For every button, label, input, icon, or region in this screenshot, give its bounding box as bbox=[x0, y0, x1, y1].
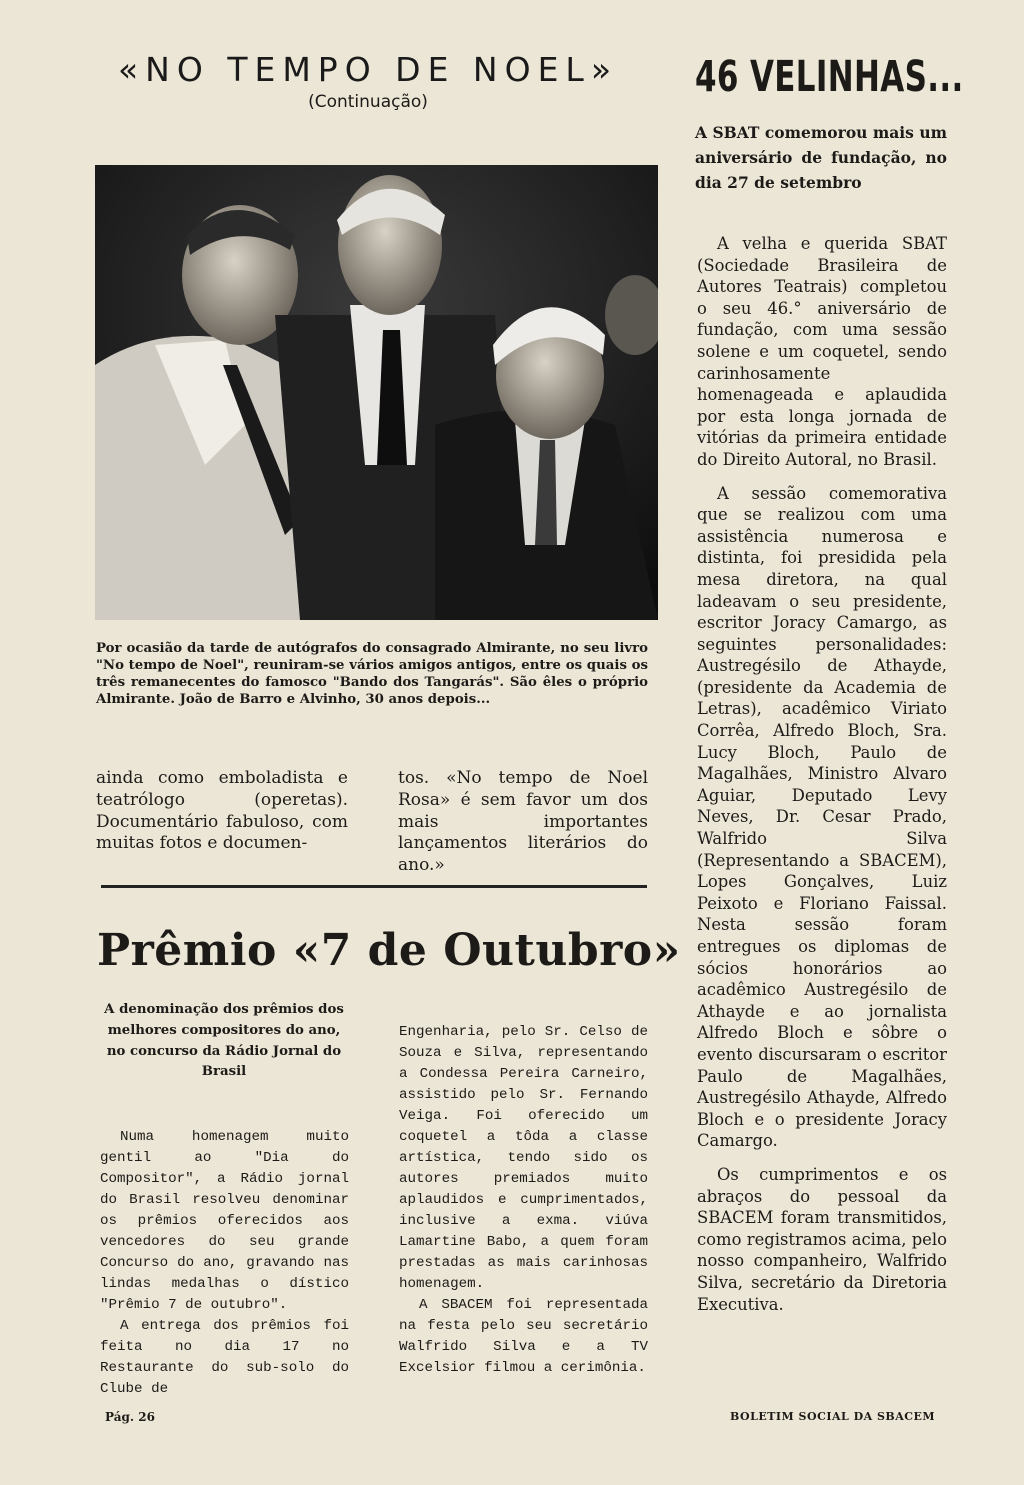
velinhas-paragraph-1: A velha e querida SBAT (Sociedade Brasileira de Autores Teatrais) completou o seu 46.° aniversário de fundação, com uma sessão solene e um coquetel, sendo carinhosamente homenageada e aplaudida por esta longa jornada de vitórias da primeira entidade do Direito Autoral, no Brasil. bbox=[697, 234, 947, 469]
photo-illustration bbox=[95, 165, 658, 620]
noel-text-col2: tos. «No tempo de Noel Rosa» é sem favor um dos mais importantes lançamentos literários do ano.» bbox=[398, 768, 648, 876]
premio-title: Prêmio «7 de Outubro» bbox=[97, 925, 681, 976]
premio-lede: A denominação dos prêmios dos melhores compositores do ano, no concurso da Rádio Jornal do Brasil bbox=[104, 1002, 344, 1080]
group-photo bbox=[95, 165, 658, 620]
noel-subtitle: (Continuação) bbox=[308, 92, 428, 112]
publication-name: BOLETIM SOCIAL DA SBACEM bbox=[730, 1410, 936, 1423]
premio-col2-paragraph-1: Engenharia, pelo Sr. Celso de Souza e Silva, representando a Condessa Pereira Carneiro, assistido pelo Sr. Fernando Veiga. Foi oferecido um coquetel a tôda a classe artística, tendo sido os autores premiados muito aplaudidos e cumprimentados, inclusive a exma. viúva Lamartine Babo, a quem foram prestadas as mais carinhosas homenagem. bbox=[399, 1024, 648, 1292]
premio-col1-paragraph-1: Numa homenagem muito gentil ao "Dia do Compositor", a Rádio jornal do Brasil resolveu denominar os prêmios oferecidos aos vencedores do seu grande Concurso do ano, gravando nas lindas medalhas o dístico "Prêmio 7 de outubro". bbox=[100, 1129, 349, 1313]
page-number: Pág. 26 bbox=[105, 1410, 155, 1424]
velinhas-lede: A SBAT comemorou mais um aniversário de fundação, no dia 27 de setembro bbox=[695, 123, 947, 192]
noel-text-col1: ainda como emboladista e teatrólogo (operetas). Documentário fabuloso, com muitas fotos e documen- bbox=[96, 768, 348, 854]
velinhas-paragraph-3: Os cumprimentos e os abraços do pessoal da SBACEM foram transmitidos, como registramos acima, pelo nosso companheiro, Walfrido Silva, secretário da Diretoria Executiva. bbox=[697, 1164, 947, 1314]
velinhas-title: 46 VELINHAS... bbox=[695, 52, 964, 102]
premio-col2 bbox=[399, 1022, 648, 1379]
premio-col2-paragraph-2: A SBACEM foi representada na festa pelo seu secretário Walfrido Silva e a TV Excelsior filmou a cerimônia. bbox=[399, 1297, 648, 1376]
section-divider bbox=[101, 885, 647, 888]
photo-caption: Por ocasião da tarde de autógrafos do consagrado Almirante, no seu livro "No tempo de Noel", reuniram-se vários amigos antigos, entre os quais os três remanecentes do famosco "Bando dos Tangarás". São êles o próprio Almirante. João de Barro e Alvinho, 30 anos depois... bbox=[96, 641, 648, 707]
premio-col1-paragraph-2: A entrega dos prêmios foi feita no dia 17 no Restaurante do sub-solo do Clube de bbox=[100, 1318, 349, 1397]
premio-col1 bbox=[100, 1127, 349, 1400]
noel-title: «NO TEMPO DE NOEL» bbox=[117, 50, 619, 89]
velinhas-body bbox=[697, 233, 947, 1315]
velinhas-paragraph-2: A sessão comemorativa que se realizou com uma assistência numerosa e distinta, foi presidida pela mesa diretora, na qual ladeavam o seu presidente, escritor Joracy Camargo, as seguintes personalidades: Austregésilo de Athayde, (presidente da Academia de Letras), acadêmico Viriato Corrêa, Alfredo Bloch, Sra. Lucy Bloch, Paulo de Magalhães, Ministro Alvaro Aguiar, Deputado Levy Neves, Dr. Cesar Prado, Walfrido Silva (Representando a SBACEM), Lopes Gonçalves, Luiz Peixoto e Floriano Faissal. Nesta sessão foram entregues os diplomas de sócios honorários ao acadêmico Austregésilo de Athayde e ao jornalista Alfredo Bloch e sôbre o evento discursaram o escritor Paulo de Magalhães, Austregésilo Athayde, Alfredo Bloch e o presidente Joracy Camargo. bbox=[697, 483, 947, 1151]
